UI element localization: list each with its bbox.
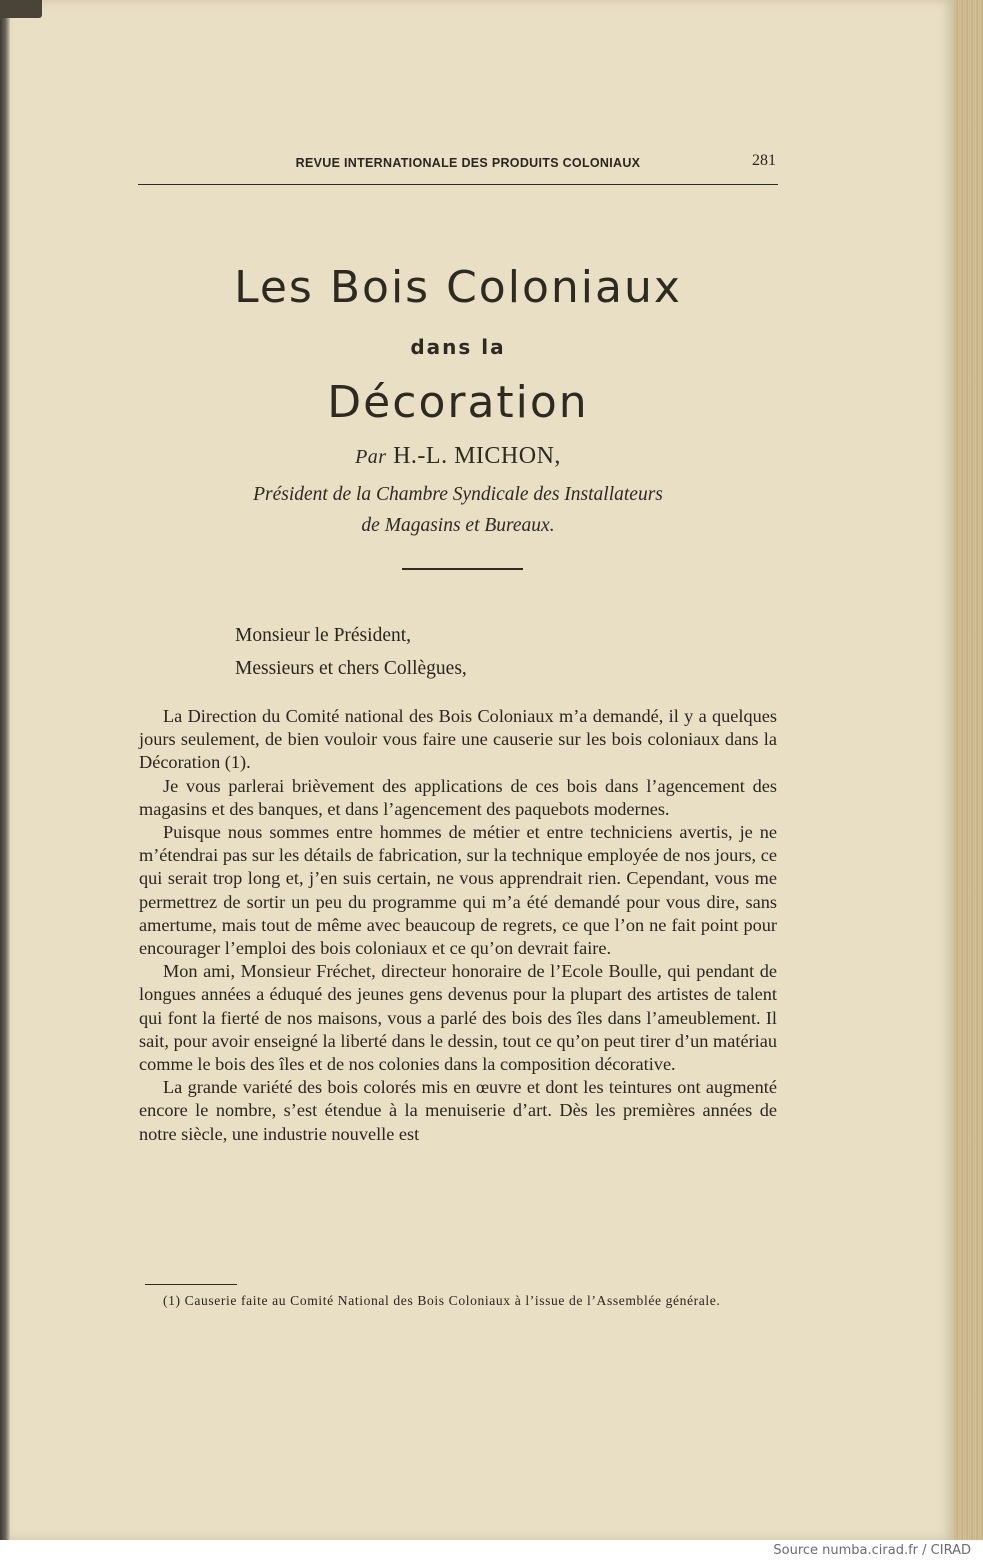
page-number: 281 xyxy=(752,152,776,169)
article-title-subject: Décoration xyxy=(327,377,589,428)
author-affiliation-line1: Président de la Chambre Syndicale des Installateurs xyxy=(253,484,663,505)
footnote-divider xyxy=(145,1284,237,1285)
salutation-line2: Messieurs et chers Collègues, xyxy=(235,658,467,679)
body-paragraph: Puisque nous sommes entre hommes de métier et entre techniciens avertis, je ne m’étendrai pas sur les détails de fabrication, sur la technique employée de nos jours, ce qui serait trop long et, j’en suis certain, ne vous apprendrait rien. Cependant, vous me permettrez de sortir un peu du programme qui m’a été demandé pour vous dire, sans amertume, mais tout de même avec beaucoup de regrets, ce que l’on ne fait point pour encourager l’emploi des bois coloniaux et ce qu’on devrait faire. xyxy=(139,822,777,959)
running-head xyxy=(138,150,778,185)
source-credit: Source numba.cirad.fr / CIRAD xyxy=(773,1543,971,1558)
byline-prefix: Par xyxy=(355,446,387,468)
title-divider xyxy=(402,568,523,570)
article-body xyxy=(139,705,777,1146)
binding-tab xyxy=(0,0,42,18)
author-affiliation-line2: de Magasins et Bureaux. xyxy=(361,515,555,536)
footnote: (1) Causerie faite au Comité National des Bois Coloniaux à l’issue de l’Assemblée générale. xyxy=(163,1293,721,1308)
page-stack-edge xyxy=(954,0,983,1540)
body-paragraph: Je vous parlerai brièvement des applications de ces bois dans l’agencement des magasins et des banques, et dans l’agencement des paquebots modernes. xyxy=(139,775,777,819)
author-name: H.-L. MICHON, xyxy=(393,443,561,469)
journal-name: REVUE INTERNATIONALE DES PRODUITS COLONIAUX xyxy=(295,156,641,170)
article-title-connector: dans la xyxy=(410,335,506,359)
article-title: Les Bois Coloniaux xyxy=(234,262,682,313)
byline xyxy=(138,443,778,470)
salutation-line1: Monsieur le Président, xyxy=(235,625,412,646)
body-paragraph: La Direction du Comité national des Bois Coloniaux m’a demandé, il y a quelques jours seulement, de bien vouloir vous faire une causerie sur les bois coloniaux dans la Décoration (1). xyxy=(139,706,777,773)
body-paragraph: La grande variété des bois colorés mis en œuvre et dont les teintures ont augmenté encore le nombre, s’est étendue à la menuiserie d’art. Dès les premières années de notre siècle, une industrie nouvelle est xyxy=(139,1077,777,1144)
binding-edge xyxy=(0,0,10,1540)
body-paragraph: Mon ami, Monsieur Fréchet, directeur honoraire de l’Ecole Boulle, qui pendant de longues années a éduqué des jeunes gens devenus pour la plupart des artistes de talent qui font la fierté de nos maisons, vous a parlé des bois des îles dans l’ameublement. Il sait, pour avoir enseigné la liberté dans le dessin, tout ce qu’on peut tirer d’un matériau comme le bois des îles et de nos colonies dans la composition décorative. xyxy=(139,961,777,1075)
